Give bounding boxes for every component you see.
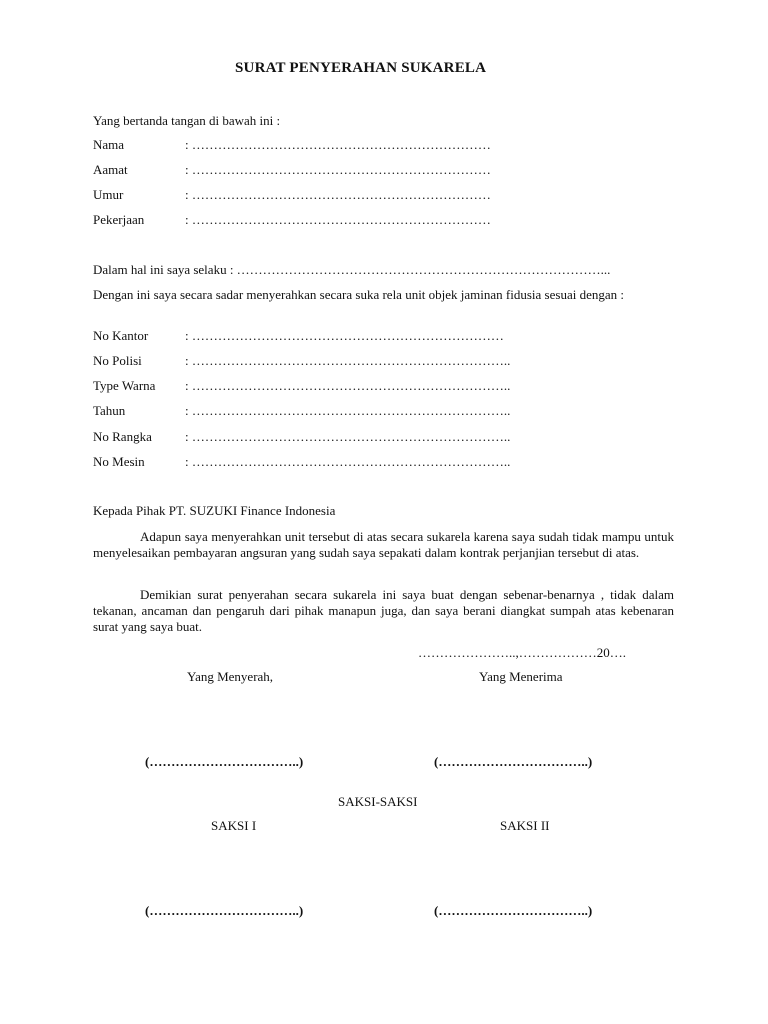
field-label-no-rangka: No Rangka — [93, 429, 152, 444]
witness-1-signature-line: (……………………………..) — [145, 903, 304, 918]
field-label-pekerjaan: Pekerjaan — [93, 212, 145, 227]
field-label-type-warna: Type Warna — [93, 378, 156, 393]
field-value-no-kantor: : ……………………………………………………………… — [185, 328, 504, 343]
field-label-tahun: Tahun — [93, 403, 126, 418]
giver-label: Yang Menyerah, — [187, 669, 274, 684]
surrender-statement: Dengan ini saya secara sadar menyerahkan secara suka rela unit objek jaminan fidusia sesuai dengan : — [93, 287, 624, 302]
field-value-tahun: : ……………………………………………………………….. — [185, 403, 511, 418]
witness-2-label: SAKSI II — [500, 818, 550, 833]
field-label-no-polisi: No Polisi — [93, 353, 142, 368]
place-date-line: …………………..,………………20…. — [418, 645, 626, 660]
witness-2-signature-line: (……………………………..) — [434, 903, 593, 918]
receiver-signature-line: (……………………………..) — [434, 754, 593, 769]
field-value-no-rangka: : ……………………………………………………………….. — [185, 429, 511, 444]
field-value-no-polisi: : ……………………………………………………………….. — [185, 353, 511, 368]
field-value-nama: : …………………………………………………………… — [185, 137, 491, 152]
field-label-no-kantor: No Kantor — [93, 328, 149, 343]
field-value-umur: : …………………………………………………………… — [185, 187, 491, 202]
field-value-alamat: : …………………………………………………………… — [185, 162, 491, 177]
witness-1-label: SAKSI I — [211, 818, 257, 833]
receiver-label: Yang Menerima — [479, 669, 563, 684]
field-label-umur: Umur — [93, 187, 124, 202]
field-label-alamat: Aamat — [93, 162, 128, 177]
capacity-line: Dalam hal ini saya selaku : …………………………………………………………………………... — [93, 262, 611, 277]
field-value-pekerjaan: : …………………………………………………………… — [185, 212, 491, 227]
body-paragraph-2: Demikian surat penyerahan secara sukarela ini saya buat dengan sebenar-benarnya , tidak dalam tekanan, ancaman dan pengaruh dari pihak manapun juga, dan saya berani diangkat sumpah atas kebenaran surat yang saya buat. — [93, 587, 674, 634]
field-value-type-warna: : ……………………………………………………………….. — [185, 378, 511, 393]
addressee: Kepada Pihak PT. SUZUKI Finance Indonesia — [93, 503, 336, 518]
field-label-no-mesin: No Mesin — [93, 454, 145, 469]
witnesses-heading: SAKSI-SAKSI — [338, 794, 418, 809]
field-value-no-mesin: : ……………………………………………………………….. — [185, 454, 511, 469]
body-paragraph-1: Adapun saya menyerahkan unit tersebut di atas secara sukarela karena saya sudah tidak mampu untuk menyelesaikan pembayaran angsuran yang sudah saya sepakati dalam kontrak perjanjian tersebut di atas. — [93, 529, 674, 560]
document-title: SURAT PENYERAHAN SUKARELA — [235, 60, 487, 76]
giver-signature-line: (……………………………..) — [145, 754, 304, 769]
intro-text: Yang bertanda tangan di bawah ini : — [93, 113, 281, 128]
field-label-nama: Nama — [93, 137, 125, 152]
